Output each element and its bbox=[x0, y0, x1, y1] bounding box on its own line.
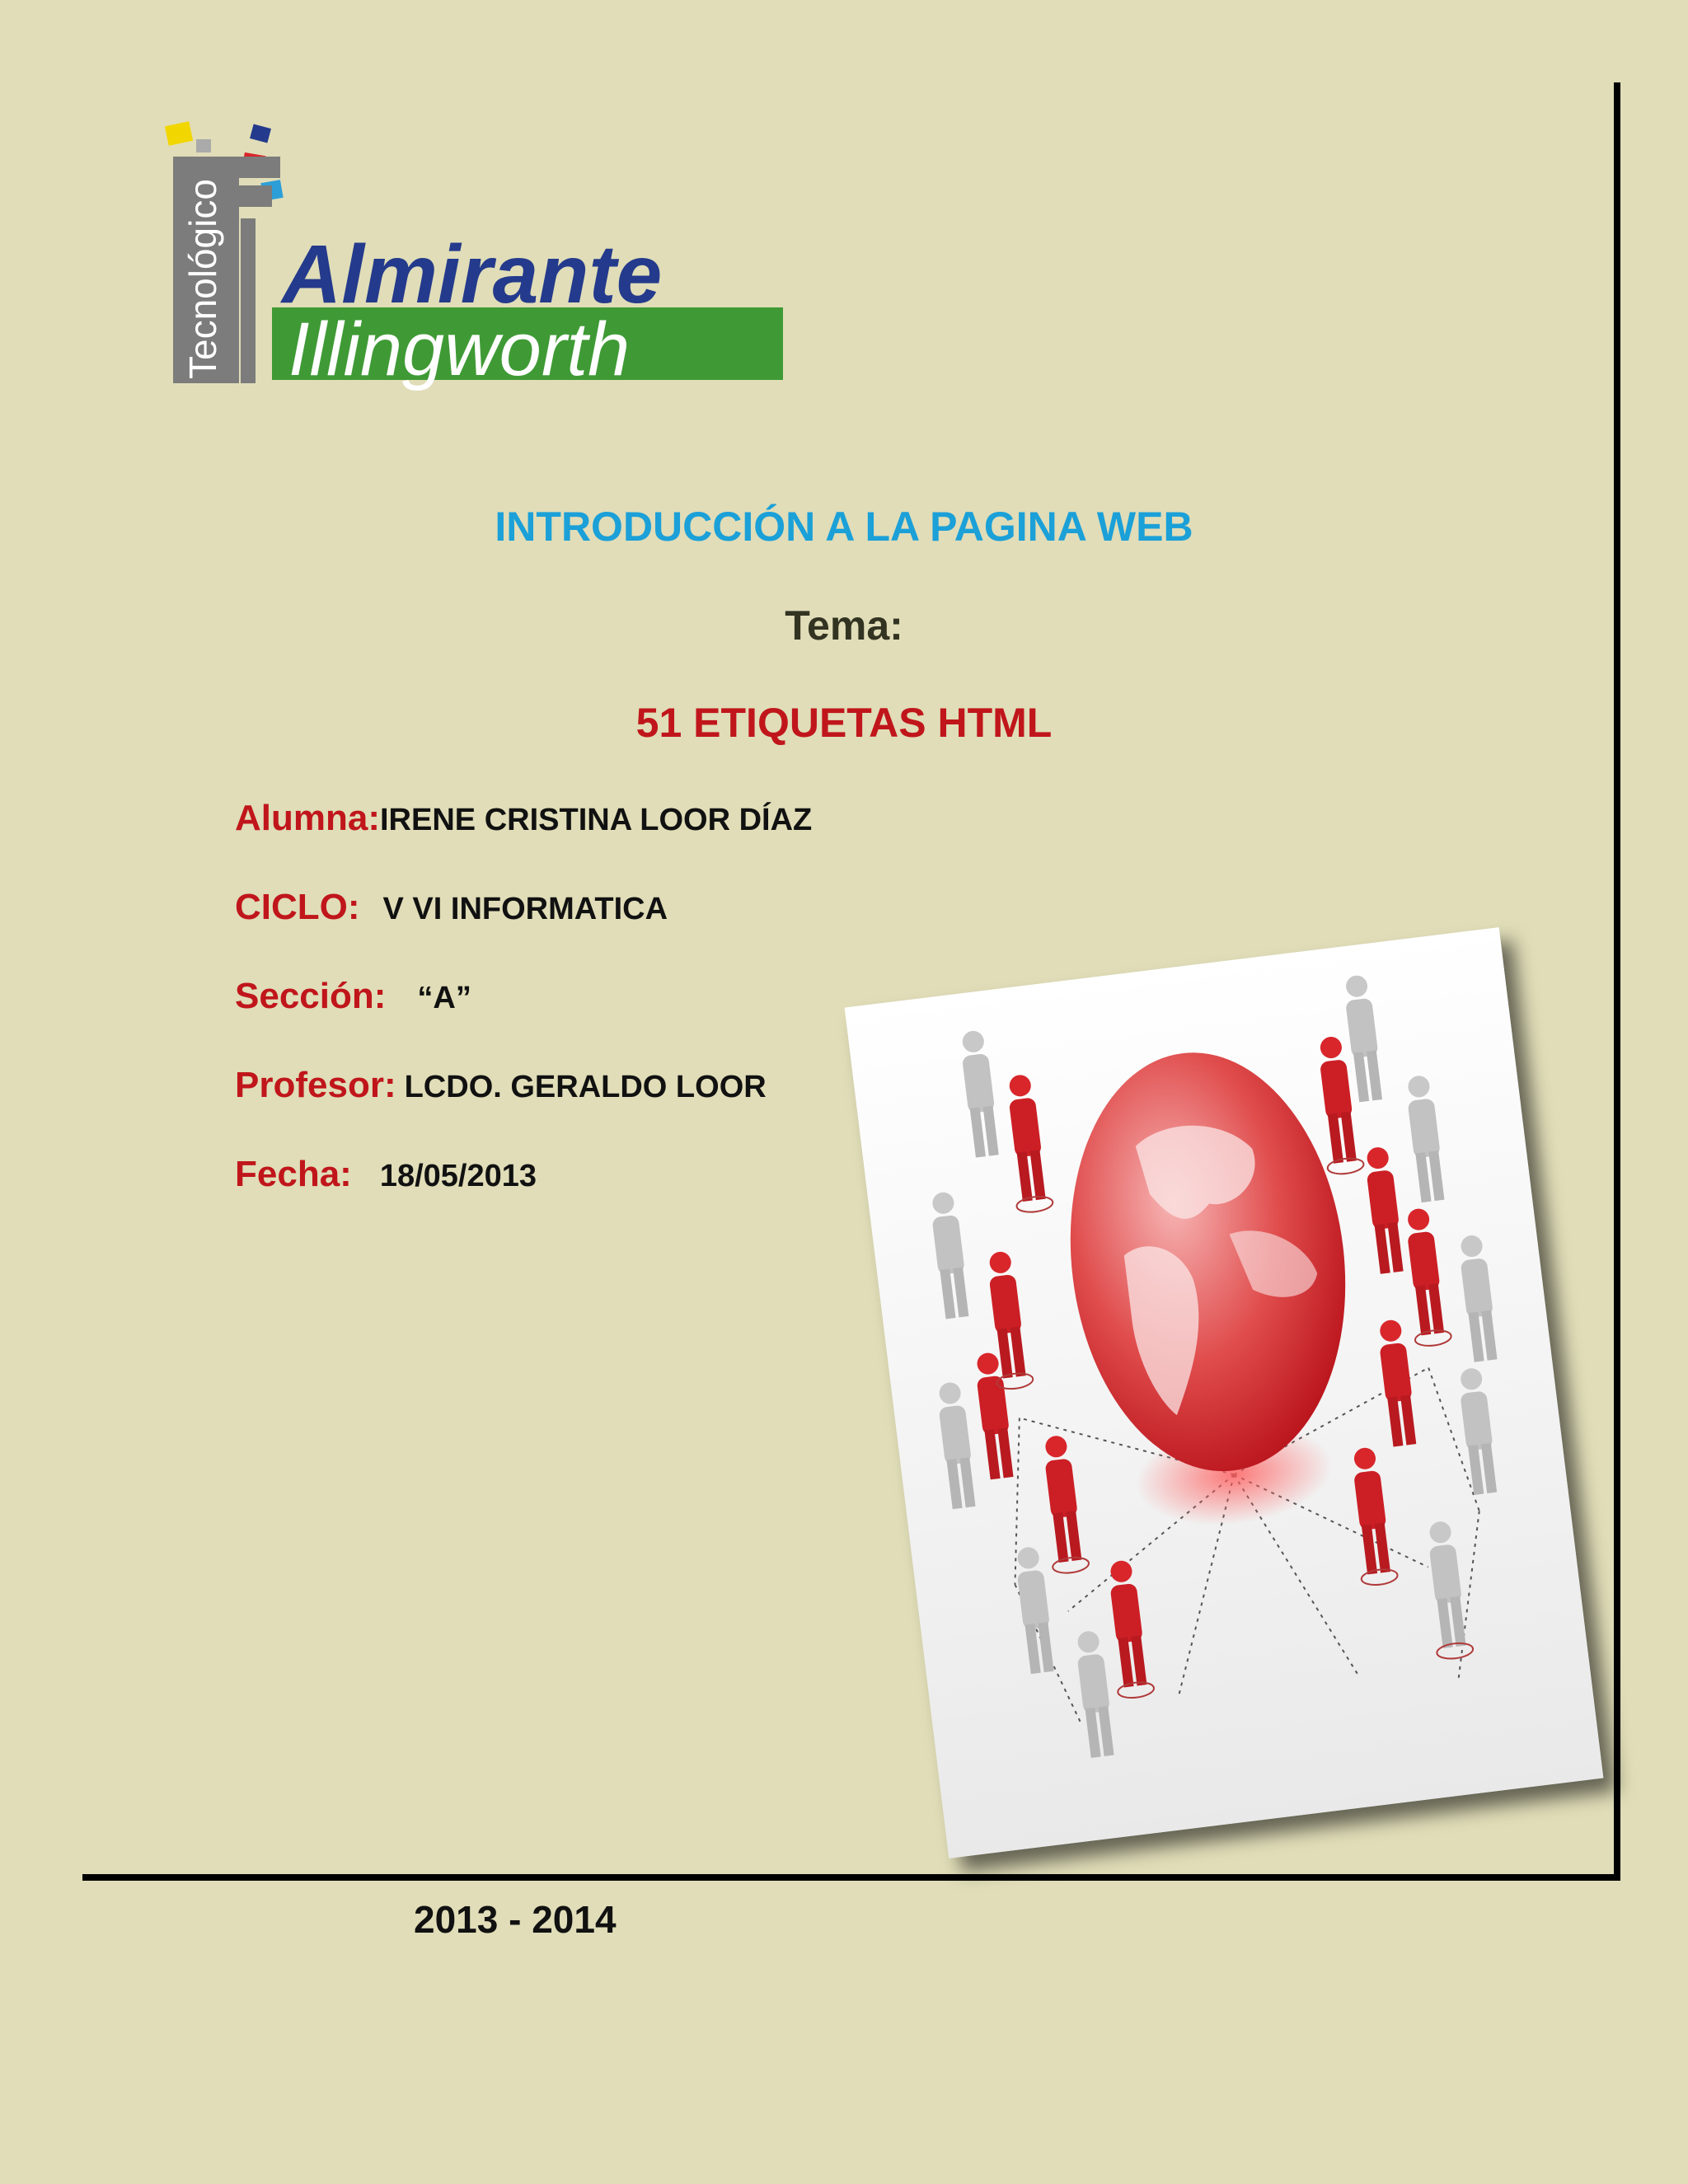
field-ciclo bbox=[235, 887, 668, 928]
field-seccion bbox=[235, 976, 471, 1017]
alumna-value: IRENE CRISTINA LOOR DÍAZ bbox=[380, 803, 813, 837]
field-fecha bbox=[235, 1154, 537, 1195]
academic-years: 2013 - 2014 bbox=[414, 1898, 617, 1941]
profesor-value: LCDO. GERALDO LOOR bbox=[404, 1070, 767, 1104]
profesor-label: Profesor: bbox=[235, 1065, 396, 1105]
alumna-label: Alumna: bbox=[235, 798, 380, 838]
tema-label: Tema: bbox=[785, 602, 903, 649]
course-title: INTRODUCCIÓN A LA PAGINA WEB bbox=[495, 504, 1193, 550]
page-border-bottom bbox=[82, 1874, 1620, 1881]
logo-brand-line2: Illingworth bbox=[288, 307, 631, 391]
fecha-value: 18/05/2013 bbox=[379, 1159, 537, 1193]
field-profesor bbox=[235, 1065, 767, 1106]
seccion-value: “A” bbox=[417, 981, 471, 1015]
seccion-label: Sección: bbox=[235, 976, 387, 1016]
ciclo-value: V VI INFORMATICA bbox=[382, 892, 668, 926]
field-alumna bbox=[235, 798, 812, 839]
ciclo-label: CICLO: bbox=[235, 887, 360, 927]
fecha-label: Fecha: bbox=[235, 1154, 352, 1194]
page-border-right bbox=[1614, 82, 1620, 1879]
subject-title: 51 ETIQUETAS HTML bbox=[635, 700, 1053, 746]
logo-brand-line1: Almirante bbox=[282, 228, 663, 321]
globe-network-image bbox=[845, 927, 1604, 1858]
institution-logo bbox=[165, 120, 791, 391]
logo-vertical-text: Tecnológico bbox=[181, 179, 224, 379]
